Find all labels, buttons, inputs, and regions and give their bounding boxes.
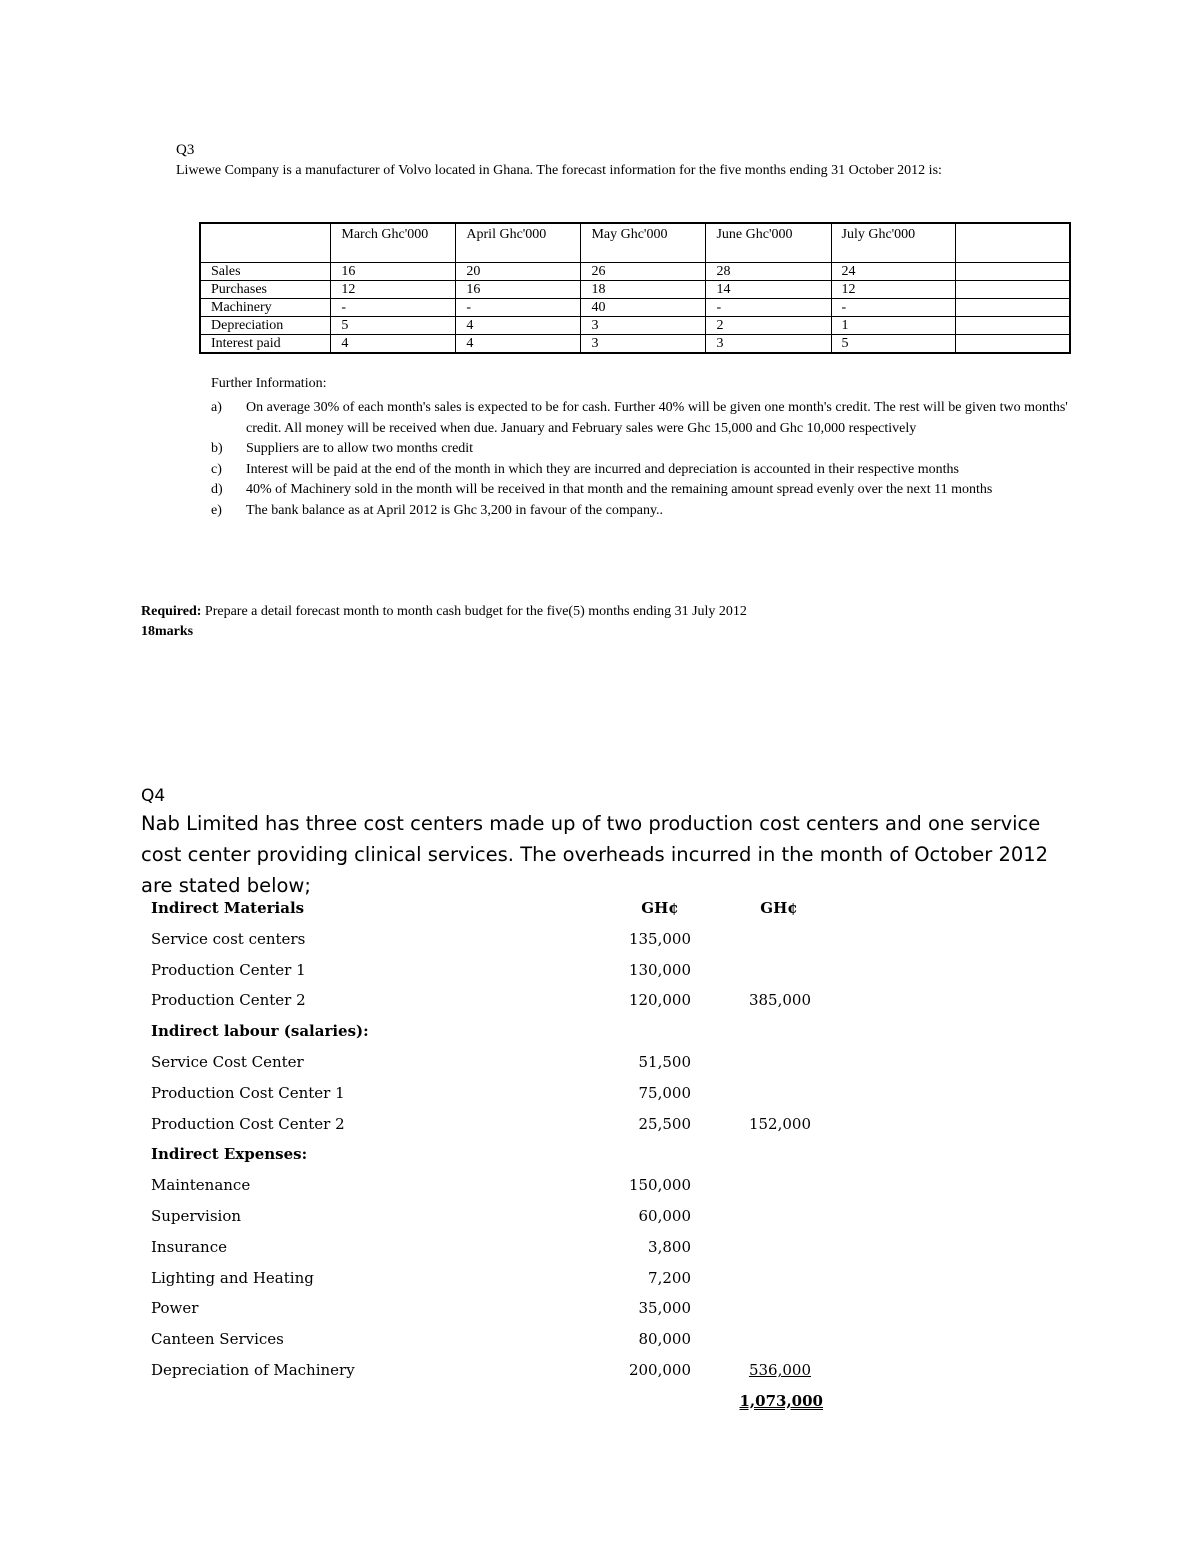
list-marker: b) [211,441,223,456]
item-amount: 35,000 [638,1299,691,1318]
item-amount: 130,000 [628,960,691,979]
list-item [151,1078,851,1109]
table-cell: 4 [331,335,456,354]
header-cell-july: July Ghc'000 [831,223,955,263]
list-item [211,439,1071,460]
item-amount: 120,000 [628,991,691,1010]
further-information-title: Further Information: [211,376,327,391]
item-amount: 7,200 [648,1268,691,1287]
item-amount: 25,500 [638,1114,691,1133]
item-amount: 80,000 [638,1330,691,1349]
table-cell: 2 [706,317,831,335]
item-label: Power [151,1299,199,1318]
list-item [151,1170,851,1201]
list-item [151,1293,851,1324]
marks-label: 18marks [141,624,194,639]
forecast-header-row [200,223,1070,263]
list-item [151,985,851,1016]
item-amount: 75,000 [638,1083,691,1102]
table-cell: 24 [831,263,955,281]
table-cell: 16 [456,281,581,299]
table-cell: 14 [706,281,831,299]
table-cell: 28 [706,263,831,281]
table-row [200,317,1070,335]
table-cell: - [831,299,955,317]
table-row [200,263,1070,281]
further-information-list [211,398,1071,521]
table-cell: 18 [581,281,706,299]
item-amount: 60,000 [638,1206,691,1225]
row-label: Depreciation [200,317,331,335]
table-cell: 20 [456,263,581,281]
list-item [151,955,851,986]
table-cell: - [331,299,456,317]
table-row [200,281,1070,299]
column-header-ghc-1: GH¢ [641,899,679,917]
table-cell [955,335,1070,354]
table-cell [955,299,1070,317]
table-cell [955,317,1070,335]
table-cell [955,281,1070,299]
item-label: Production Cost Center 2 [151,1114,345,1133]
list-text: Suppliers are to allow two months credit [246,441,474,456]
item-label: Depreciation of Machinery [151,1360,355,1379]
q3-label: Q3 [176,142,195,158]
table-cell [955,263,1070,281]
item-label: Maintenance [151,1176,251,1195]
header-cell-june: June Ghc'000 [706,223,831,263]
row-label: Sales [200,263,331,281]
list-item [211,460,1071,481]
table-cell: 12 [331,281,456,299]
table-cell: 16 [331,263,456,281]
item-amount: 200,000 [628,1360,691,1379]
table-cell: 5 [831,335,955,354]
grand-total-amount: 1,073,000 [739,1391,823,1410]
column-header-ghc-2: GH¢ [760,899,798,917]
table-cell: 5 [331,317,456,335]
list-item [151,1355,851,1386]
list-item [211,501,1071,522]
table-row [200,299,1070,317]
indirect-expenses-title: Indirect Expenses: [151,1145,308,1164]
item-amount: 3,800 [648,1237,691,1256]
section-header-row [151,1139,851,1170]
list-text: On average 30% of each month's sales is expected to be for cash. Further 40% will be given one month's credit. The rest will be given two months' credit. All money will be received when due. January and February sales were Ghc 15,000 and Ghc 10,000 respectively [246,400,1068,436]
list-item [151,1201,851,1232]
list-item [151,924,851,955]
forecast-table [199,222,1071,354]
indirect-materials-title: Indirect Materials [151,899,305,917]
header-cell-may: May Ghc'000 [581,223,706,263]
table-cell: - [456,299,581,317]
item-label: Service Cost Center [151,1052,304,1071]
list-text: Interest will be paid at the end of the month in which they are incurred and depreciation is accounted in their respective months [246,461,959,477]
list-item [151,1109,851,1140]
item-label: Supervision [151,1206,242,1225]
item-label: Lighting and Heating [151,1268,314,1287]
list-marker: a) [211,400,222,415]
required-instruction [141,604,747,620]
list-item [211,398,1071,439]
header-cell [200,223,331,263]
row-label: Interest paid [200,335,331,354]
table-row [200,335,1070,354]
table-cell: 4 [456,335,581,354]
item-amount: 135,000 [628,929,691,948]
indirect-labour-title: Indirect labour (salaries): [151,1022,369,1041]
list-text: 40% of Machinery sold in the month will be received in that month and the remaining amount spread evenly over the next 11 months [246,482,993,497]
grand-total-row [151,1386,851,1417]
list-marker: d) [211,482,223,497]
subtotal-amount: 152,000 [748,1114,811,1133]
table-cell: 3 [581,335,706,354]
required-text: Prepare a detail forecast month to month cash budget for the five(5) months ending 31 July 2012 [201,604,747,619]
list-text: The bank balance as at April 2012 is Ghc 3,200 in favour of the company.. [246,502,664,518]
header-cell-april: April Ghc'000 [456,223,581,263]
item-label: Insurance [151,1237,227,1256]
table-cell: - [706,299,831,317]
item-label: Production Cost Center 1 [151,1083,345,1102]
table-cell: 3 [706,335,831,354]
item-label: Production Center 2 [151,991,306,1010]
list-item [151,1047,851,1078]
section-header-row [151,1016,851,1047]
row-label: Machinery [200,299,331,317]
subtotal-amount: 536,000 [748,1360,811,1379]
table-cell: 1 [831,317,955,335]
q3-intro-text: Liwewe Company is a manufacturer of Volvo located in Ghana. The forecast information for the five months ending 31 October 2012 is: [176,163,942,178]
required-label: Required: [141,604,202,619]
item-label: Production Center 1 [151,960,306,979]
list-item [151,1232,851,1263]
list-item [151,1263,851,1294]
list-marker: e) [211,502,222,518]
table-cell: 26 [581,263,706,281]
section-header-row [151,893,851,924]
table-cell: 40 [581,299,706,317]
header-cell-march: March Ghc'000 [331,223,456,263]
list-item [211,480,1071,501]
overheads-statement [151,893,851,1417]
q4-intro-text: Nab Limited has three cost centers made up of two production cost centers and one service cost center providing clinical services. The overheads incurred in the month of October 2012 are stated below; [141,812,1049,897]
header-cell [955,223,1070,263]
row-label: Purchases [200,281,331,299]
list-item [151,1324,851,1355]
item-label: Canteen Services [151,1330,284,1349]
q4-label: Q4 [141,786,166,806]
item-amount: 51,500 [638,1052,691,1071]
table-cell: 3 [581,317,706,335]
table-cell: 12 [831,281,955,299]
item-label: Service cost centers [151,929,306,948]
list-marker: c) [211,461,222,477]
item-amount: 150,000 [628,1176,691,1195]
subtotal-amount: 385,000 [748,991,811,1010]
table-cell: 4 [456,317,581,335]
